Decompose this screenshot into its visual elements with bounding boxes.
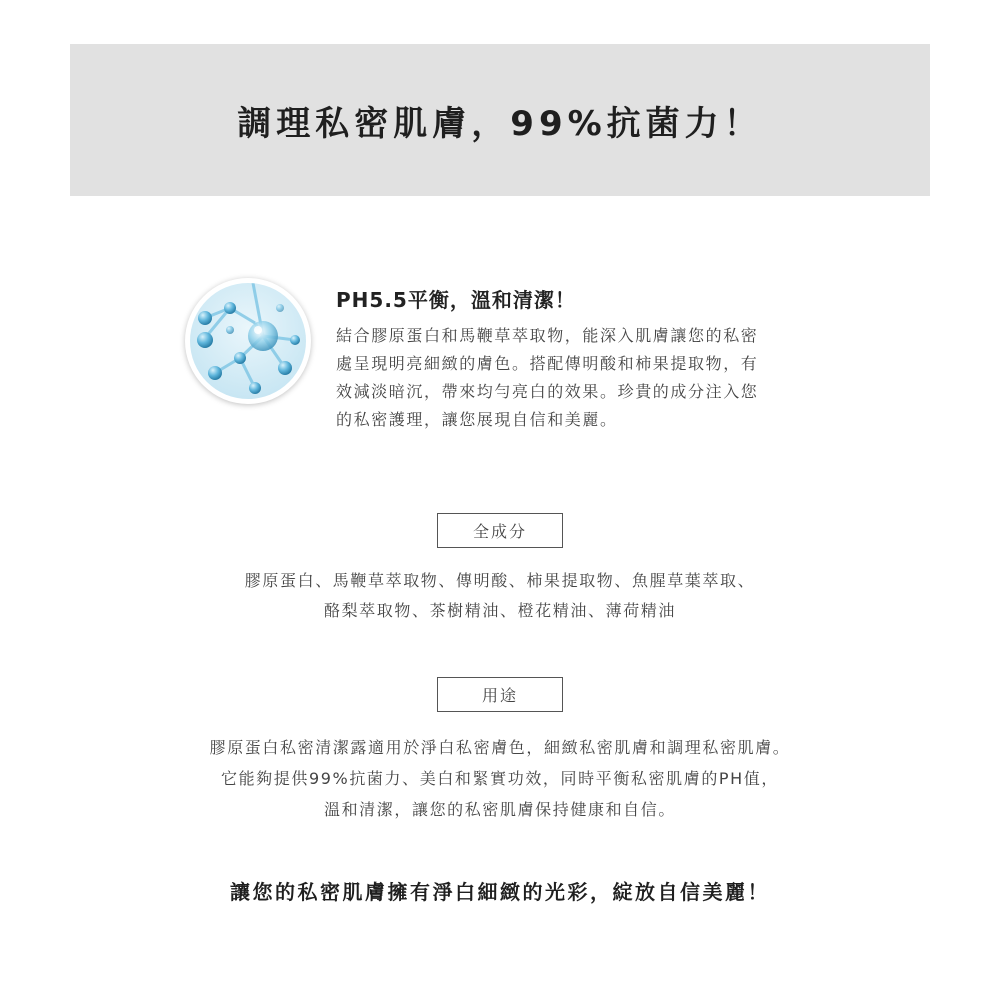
feature-description (336, 322, 812, 434)
feature-title: PH5.5平衡，溫和清潔！ (336, 288, 576, 312)
feature-description-line: 的私密護理，讓您展現自信和美麗。 (336, 410, 618, 429)
molecule-illustration (185, 278, 311, 404)
closing-slogan: 讓您的私密肌膚擁有淨白細緻的光彩，綻放自信美麗！ (230, 880, 770, 904)
feature-description-line: 結合膠原蛋白和馬鞭草萃取物，能深入肌膚讓您的私密 (336, 326, 759, 345)
ingredients-line: 酪梨萃取物、茶樹精油、橙花精油、薄荷精油 (323, 601, 676, 620)
ingredients-label: 全成分 (437, 513, 563, 548)
molecule-image (185, 278, 311, 404)
header-banner (70, 44, 930, 196)
usage-line: 膠原蛋白私密清潔露適用於淨白私密膚色，細緻私密肌膚和調理私密肌膚。 (209, 738, 791, 757)
usage-line: 溫和清潔，讓您的私密肌膚保持健康和自信。 (323, 800, 676, 819)
ingredients-list (50, 566, 950, 626)
ingredients-line: 膠原蛋白、馬鞭草萃取物、傳明酸、柿果提取物、魚腥草葉萃取、 (244, 571, 756, 590)
feature-description-line: 處呈現明亮細緻的膚色。搭配傳明酸和柿果提取物，有 (336, 354, 759, 373)
feature-section (185, 278, 825, 429)
usage-label: 用途 (437, 677, 563, 712)
page-title: 調理私密肌膚，99%抗菌力！ (237, 103, 763, 144)
usage-description (50, 732, 950, 825)
feature-description-line: 效減淡暗沉，帶來均勻亮白的效果。珍貴的成分注入您 (336, 382, 759, 401)
usage-line: 它能夠提供99%抗菌力、美白和緊實功效，同時平衡私密肌膚的PH值， (220, 769, 780, 788)
